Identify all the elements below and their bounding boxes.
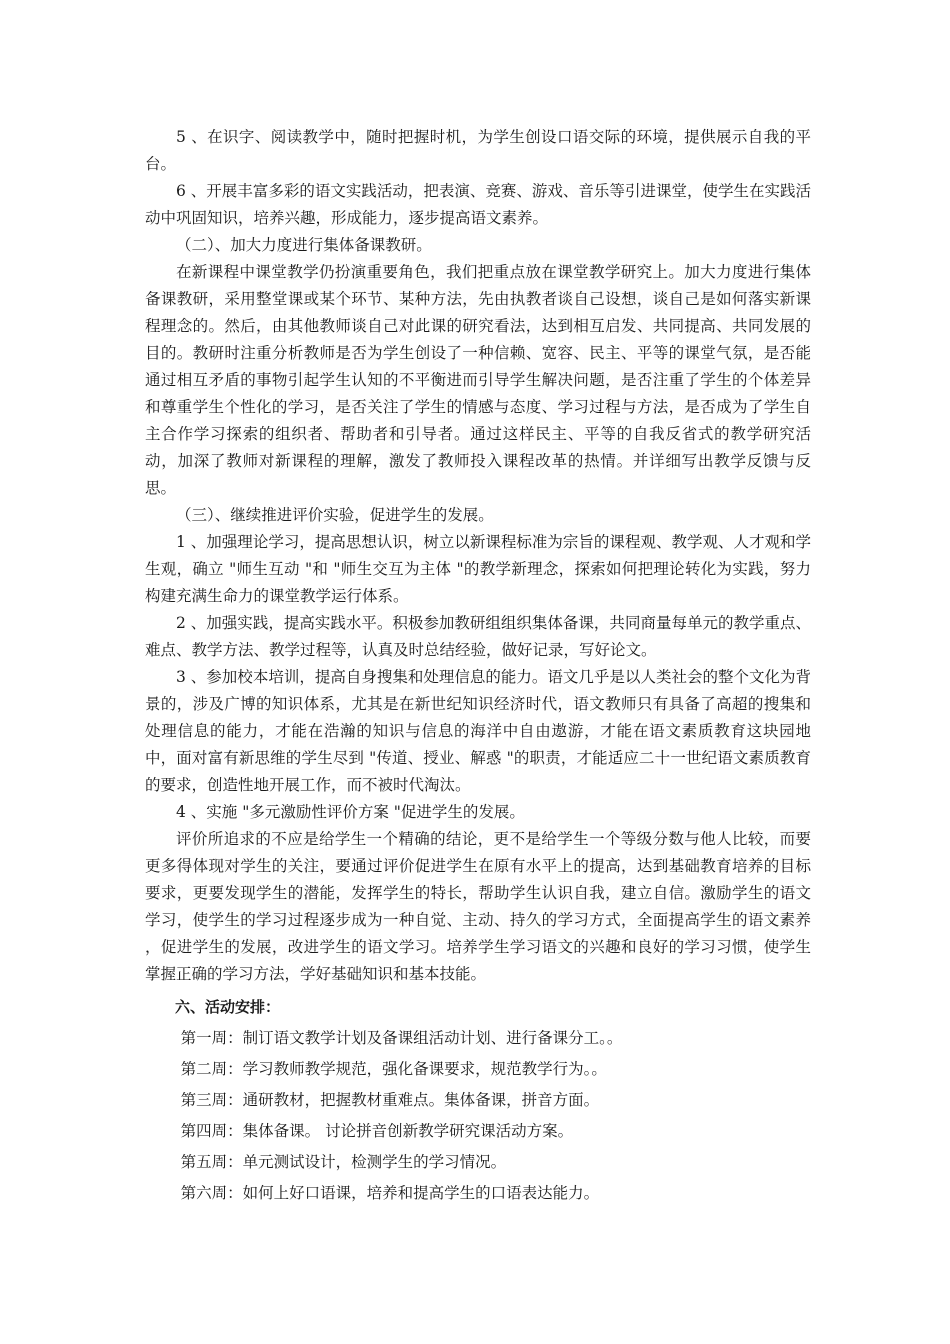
paragraph-evaluation-detail: 评价所追求的不应是给学生一个精确的结论，更不是给学生一个等级分数与他人比较，而要更多得体现对学生的关注，要通过评价促进学生在原有水平上的提高，达到基础教育培养的目标要求，更要发现学生的潜能，发挥学生的特长，帮助学生认识自我，建立自信。激励学生的语文学习，使学生的学习过程逐步成为一种自觉、主动、持久的学习方式，全面提高学生的语文素养 ，促进学生的发展，改进学生的语文学习。培养学生学习语文的兴趣和良好的学习习惯，使学生掌握正确的学习方法，学好基础知识和基本技能。 bbox=[145, 830, 811, 983]
section-heading-3: （三）、继续推进评价实验，促进学生的发展。 bbox=[176, 506, 494, 524]
section-heading-2: （二）、加大力度进行集体备课教研。 bbox=[176, 236, 432, 254]
schedule-week-3: 第三周：通研教材，把握教材重难点。集体备课，拼音方面。 bbox=[180, 1091, 600, 1109]
schedule-week-6: 第六周：如何上好口语课，培养和提高学生的口语表达能力。 bbox=[180, 1184, 600, 1202]
section-heading-activities: 六、活动安排： bbox=[175, 998, 281, 1016]
schedule-week-2: 第二周：学习教师教学规范，强化备课要求，规范教学行为。。 bbox=[180, 1060, 607, 1078]
paragraph-collective-lesson-prep: 在新课程中课堂教学仍扮演重要角色，我们把重点放在课堂教学研究上。加大力度进行集体备课教研，采用整堂课或某个环节、某种方法，先由执教者谈自己设想，谈自己是如何落实新课程理念的。然后，由其他教师谈自己对此课的研究看法，达到相互启发、共同提高、共同发展的目的。教研时注重分析教师是否为学生创设了一种信赖、宽容、民主、平等的课堂气氛，是否能通过相互矛盾的事物引起学生认知的不平衡进而引导学生解决问题，是否注重了学生的个体差异和尊重学生个性化的学习，是否关注了学生的情感与态度、学习过程与方法，是否成为了学生自主合作学习探索的组织者、帮助者和引导者。通过这样民主、平等的自我反省式的教学研究活动，加深了教师对新课程的理解，激发了教师投入课程改革的热情。并详细写出教学反馈与反思。 bbox=[145, 263, 811, 497]
paragraph-evaluation-plan: 4 、实施 "多元激励性评价方案 "促进学生的发展。 bbox=[176, 803, 525, 821]
paragraph-practice: 2 、加强实践，提高实践水平。积极参加教研组组织集体备课，共同商量每单元的教学重点、难点、教学方法、教学过程等，认真及时总结经验，做好记录，写好论文。 bbox=[145, 614, 811, 659]
schedule-week-4: 第四周：集体备课。 讨论拼音创新教学研究课活动方案。 bbox=[180, 1122, 574, 1140]
document-page bbox=[145, 124, 811, 1207]
schedule-week-1: 第一周：制订语文教学计划及备课组活动计划、进行备课分工。。 bbox=[180, 1029, 623, 1047]
paragraph-item-6: 6 、开展丰富多彩的语文实践活动，把表演、竞赛、游戏、音乐等引进课堂，使学生在实践活动中巩固知识，培养兴趣，形成能力，逐步提高语文素养。 bbox=[145, 182, 811, 227]
schedule-week-5: 第五周：单元测试设计，检测学生的学习情况。 bbox=[180, 1153, 507, 1171]
paragraph-school-training: 3 、参加校本培训，提高自身搜集和处理信息的能力。语文几乎是以人类社会的整个文化为背景的，涉及广博的知识体系，尤其是在新世纪知识经济时代，语文教师只有具备了高超的搜集和处理信息的能力，才能在浩瀚的知识与信息的海洋中自由遨游，才能在语文素质教育这块园地中，面对富有新思维的学生尽到 "传道、授业、解惑 "的职责，才能适应二十一世纪语文素质教育的要求，创造性地开展工作，而不被时代淘汰。 bbox=[145, 668, 811, 794]
paragraph-item-5: 5 、在识字、阅读教学中，随时把握时机，为学生创设口语交际的环境，提供展示自我的平台。 bbox=[145, 128, 811, 173]
paragraph-theory-study: 1 、加强理论学习，提高思想认识，树立以新课程标准为宗旨的课程观、教学观、人才观和学生观，确立 "师生互动 "和 "师生交互为主体 "的教学新理念，探索如何把理论转化为实践，努力构建充满生命力的课堂教学运行体系。 bbox=[145, 533, 811, 605]
